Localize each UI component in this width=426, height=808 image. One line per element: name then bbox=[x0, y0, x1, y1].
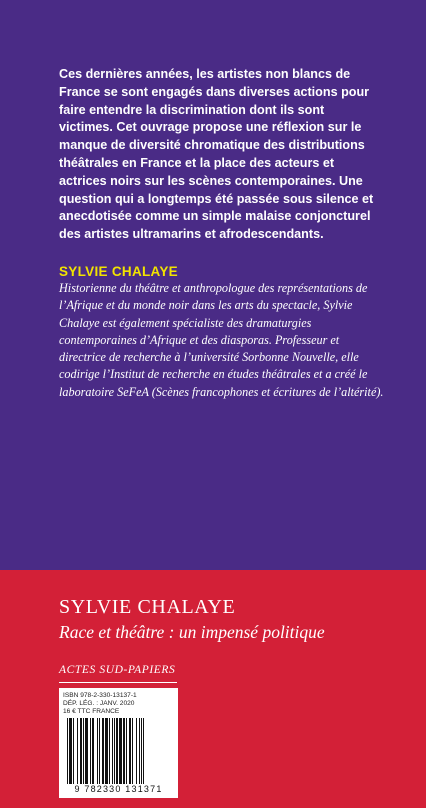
barcode-bar bbox=[105, 718, 108, 784]
barcode-bar bbox=[143, 718, 144, 784]
barcode-bar bbox=[77, 718, 78, 784]
barcode-bar bbox=[99, 718, 100, 784]
barcode-bar bbox=[141, 718, 142, 784]
barcode-bar bbox=[132, 718, 133, 784]
barcode-digits: 9 782330 131371 bbox=[74, 784, 163, 794]
author-heading: SYLVIE CHALAYE bbox=[59, 264, 178, 279]
barcode-bar bbox=[139, 718, 140, 784]
barcode-bar bbox=[70, 718, 72, 784]
publisher-name: ACTES SUD-PAPIERS bbox=[59, 664, 176, 676]
barcode-bar bbox=[97, 718, 98, 784]
barcode-bar bbox=[112, 718, 113, 784]
barcode-bar bbox=[126, 718, 127, 784]
barcode-bar bbox=[69, 718, 70, 784]
price-text: 16 € TTC FRANCE bbox=[63, 708, 120, 716]
book-title: Race et théâtre : un impensé politique bbox=[59, 622, 325, 642]
barcode-bar bbox=[114, 718, 115, 784]
footer-author-name: SYLVIE CHALAYE bbox=[59, 596, 236, 618]
barcode-bar bbox=[73, 718, 74, 784]
author-bio: Historienne du théâtre et anthropologue des représentations de l’Afrique et du monde noir dans les arts du spectacle, Sylvie Chalaye est également spécialiste des dramaturgies contemporaines d’Afrique et des diasporas. Professeur et directrice de recherche à l’université Sorbonne Nouvelle, elle codirige l’Institut de recherche en études théâtrales et a créé le laboratoire SeFeA (Scènes francophones et écritures de l’altérité). bbox=[59, 281, 384, 399]
isbn-text: ISBN 978-2-330-13137-1 bbox=[63, 692, 137, 699]
barcode-bar bbox=[119, 718, 122, 784]
barcode-bar bbox=[109, 718, 110, 784]
barcode-bar bbox=[129, 718, 131, 784]
barcode-bars bbox=[67, 718, 170, 784]
barcode-bar bbox=[116, 718, 118, 784]
back-cover-blurb: Ces dernières années, les artistes non blancs de France se sont engagés dans diverses actions pour faire entendre la discrimination dont ils sont victimes. Cet ouvrage propose une réflexion sur le manque de diversité chromatique des distributions théâtrales en France et la place des acteurs et actrices noirs sur les scènes contemporaines. Une question qui a longtemps été passée sous silence et anecdotisée comme un simple malaise conjoncturel des artistes ultramarins et afrodescendants. bbox=[59, 67, 374, 242]
publisher-rule bbox=[59, 682, 177, 683]
barcode-bar bbox=[123, 718, 125, 784]
barcode-bar bbox=[90, 718, 91, 784]
barcode-bar bbox=[80, 718, 82, 784]
legal-deposit-text: DÉP. LÉG. : JANV. 2020 bbox=[63, 700, 135, 708]
barcode-bar bbox=[136, 718, 137, 784]
barcode-bar bbox=[83, 718, 84, 784]
barcode-label bbox=[59, 688, 178, 798]
isbn-info bbox=[63, 692, 137, 717]
barcode-bar bbox=[85, 718, 88, 784]
barcode-bar bbox=[67, 718, 68, 784]
barcode-bar bbox=[102, 718, 104, 784]
barcode-bar bbox=[92, 718, 94, 784]
